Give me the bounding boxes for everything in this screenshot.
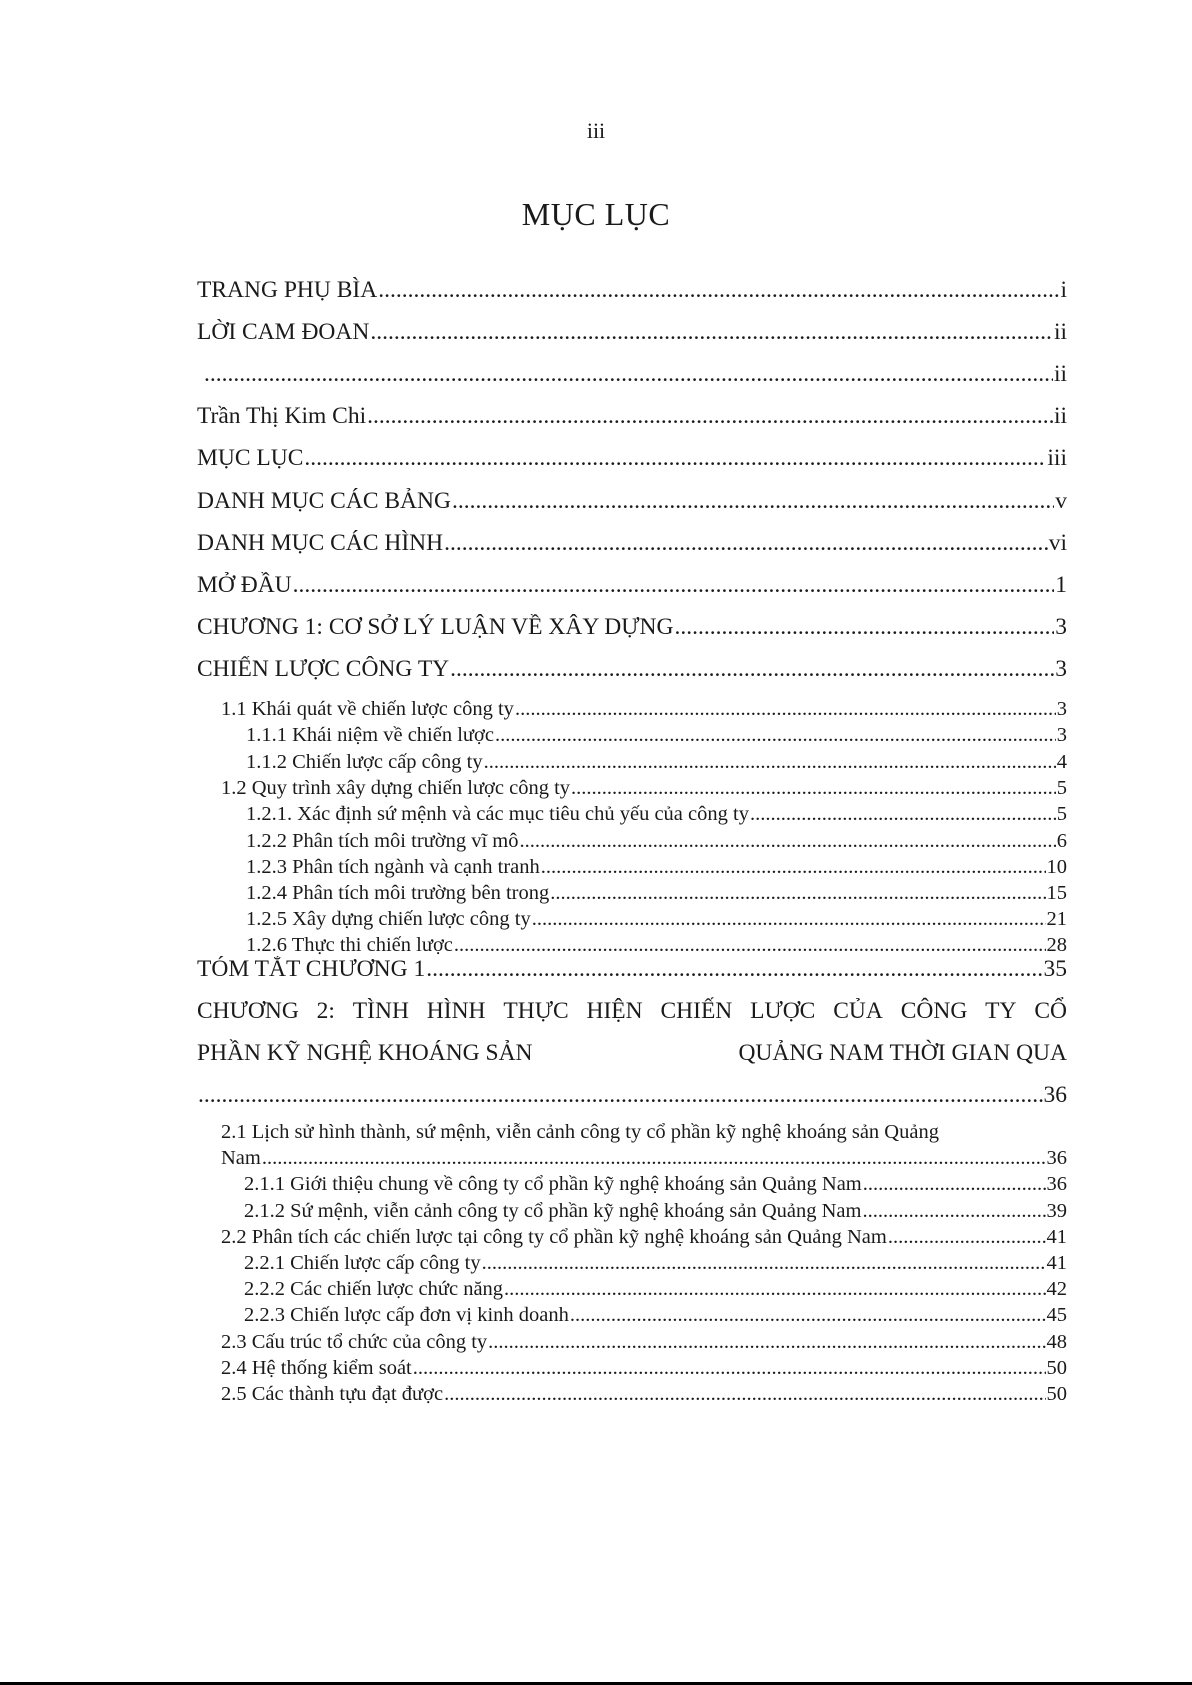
toc-entry[interactable] [197, 530, 1067, 557]
toc-entry-page: i [1060, 277, 1067, 303]
heading-word: CHIẾN [660, 998, 733, 1024]
toc-entry[interactable] [197, 403, 1067, 430]
toc-entry[interactable] [221, 1357, 1067, 1380]
toc-entry[interactable] [246, 934, 1067, 957]
toc-entry-label: 2.3 Cấu trúc tổ chức của công ty [221, 1331, 488, 1353]
toc-entry-label: 2.1.2 Sứ mệnh, viễn cảnh công ty cổ phần kỹ nghệ khoáng sản Quảng Nam [244, 1200, 862, 1222]
toc-entry-page: 5 [1056, 803, 1067, 825]
chapter-2-heading-line-2[interactable] [197, 1040, 1067, 1067]
toc-entry[interactable] [197, 956, 1067, 983]
toc-entry-label: 2.2 Phân tích các chiến lược tại công ty cổ phần kỹ nghệ khoáng sản Quảng Nam [221, 1226, 887, 1248]
page-number: iii [586, 118, 606, 143]
heading-word: TÌNH [352, 998, 409, 1024]
toc-entry-page: 3 [1056, 698, 1067, 720]
toc-entry-page: 36 [1043, 1082, 1067, 1108]
toc-entry-label: 1.2 Quy trình xây dựng chiến lược công ty [221, 777, 571, 799]
heading-word: THỰC [503, 998, 569, 1024]
toc-entry[interactable] [246, 803, 1067, 826]
toc-entry-page: 5 [1056, 777, 1067, 799]
toc-entry-label: CHƯƠNG 1: CƠ SỞ LÝ LUẬN VỀ XÂY DỰNG [197, 614, 674, 640]
heading-word: HIỆN [586, 998, 643, 1024]
toc-entry-page: 41 [1046, 1226, 1067, 1248]
toc-entry[interactable] [246, 830, 1067, 853]
heading-word: 2: [316, 998, 335, 1024]
toc-entry[interactable] [197, 445, 1067, 472]
toc-entry-page: 50 [1046, 1357, 1067, 1379]
toc-entry-page: ii [1053, 319, 1067, 345]
toc-entry[interactable] [246, 856, 1067, 879]
toc-entry-label: 1.1.2 Chiến lược cấp công ty [246, 751, 483, 773]
toc-entry[interactable] [221, 1331, 1067, 1354]
toc-entry-label: 2.1.1 Giới thiệu chung về công ty cổ phần kỹ nghệ khoáng sản Quảng Nam [244, 1173, 862, 1195]
toc-entry-page: 28 [1046, 934, 1067, 956]
toc-entry-page: 3 [1055, 614, 1067, 640]
heading-text-right: QUẢNG NAM THỜI GIAN QUA [738, 1040, 1067, 1066]
toc-entry[interactable] [244, 1304, 1067, 1327]
toc-entry-page: 6 [1056, 830, 1067, 852]
toc-entry[interactable] [203, 361, 1067, 388]
toc-entry[interactable] [221, 1147, 1067, 1170]
toc-entry-page: 3 [1055, 656, 1067, 682]
toc-entry-page: 39 [1046, 1200, 1067, 1222]
toc-entry-page: 35 [1043, 956, 1067, 982]
toc-entry-label: 2.2.3 Chiến lược cấp đơn vị kinh doanh [244, 1304, 569, 1326]
toc-entry[interactable] [197, 277, 1067, 304]
toc-entry-label: 2.2.2 Các chiến lược chức năng [244, 1278, 504, 1300]
toc-entry-label: 2.4 Hệ thống kiểm soát [221, 1357, 412, 1379]
toc-entry[interactable] [197, 488, 1067, 515]
toc-entry[interactable] [244, 1173, 1067, 1196]
toc-entry-label: 2.2.1 Chiến lược cấp công ty [244, 1252, 481, 1274]
toc-entry-page: 21 [1046, 908, 1067, 930]
toc-entry[interactable] [197, 614, 1067, 641]
toc-entry-page: 36 [1046, 1147, 1067, 1169]
toc-entry-page: 36 [1046, 1173, 1067, 1195]
heading-word: CỦA [833, 998, 883, 1024]
heading-word: HÌNH [426, 998, 486, 1024]
toc-entry-label: 1.2.3 Phân tích ngành và cạnh tranh [246, 856, 540, 878]
heading-word: CHƯƠNG [197, 998, 299, 1024]
toc-entry-label: DANH MỤC CÁC HÌNH [197, 530, 444, 556]
toc-entry-page: vi [1048, 530, 1067, 556]
toc-entry-page: ii [1053, 361, 1067, 387]
toc-entry-label-line[interactable]: 2.1 Lịch sử hình thành, sứ mệnh, viễn cảnh công ty cổ phần kỹ nghệ khoáng sản Quảng [221, 1121, 939, 1143]
toc-entry[interactable] [246, 724, 1067, 747]
toc-entry-page: 15 [1046, 882, 1067, 904]
toc-entry-page: 48 [1046, 1331, 1067, 1353]
toc-entry-label: 1.2.4 Phân tích môi trường bên trong [246, 882, 550, 904]
toc-entry[interactable] [244, 1200, 1067, 1223]
toc-entry-page: 42 [1046, 1278, 1067, 1300]
toc-entry[interactable] [197, 572, 1067, 599]
toc-entry-label: Trần Thị Kim Chi [197, 403, 367, 429]
toc-entry[interactable] [221, 777, 1067, 800]
page-title: MỤC LỤC [521, 196, 671, 232]
toc-entry[interactable] [197, 656, 1067, 683]
toc-entry-page: 45 [1046, 1304, 1067, 1326]
toc-entry-page: 41 [1046, 1252, 1067, 1274]
toc-entry[interactable] [244, 1278, 1067, 1301]
toc-entry-label: 1.2.6 Thực thi chiến lược [246, 934, 453, 956]
toc-entry-label: Nam [221, 1147, 261, 1169]
toc-entry-label: LỜI CAM ĐOAN [197, 319, 370, 345]
toc-entry-label: 1.2.5 Xây dựng chiến lược công ty [246, 908, 531, 930]
toc-entry-page: 10 [1046, 856, 1067, 878]
toc-entry-label: 1.1 Khái quát về chiến lược công ty [221, 698, 514, 720]
toc-entry-label: 2.5 Các thành tựu đạt được [221, 1383, 444, 1405]
heading-word: CÔNG [900, 998, 968, 1024]
toc-entry-label: TRANG PHỤ BÌA [197, 277, 378, 303]
heading-word: CỔ [1034, 998, 1067, 1024]
toc-entry-page: ii [1053, 403, 1067, 429]
toc-entry-label: MỤC LỤC [197, 445, 304, 471]
toc-entry[interactable] [246, 751, 1067, 774]
toc-entry-page: iii [1047, 445, 1067, 471]
heading-word: TY [985, 998, 1017, 1024]
toc-entry-page: 4 [1056, 751, 1067, 773]
toc-entry[interactable] [221, 1383, 1067, 1406]
toc-entry-label: 1.2.1. Xác định sứ mệnh và các mục tiêu chủ yếu của công ty [246, 803, 749, 825]
toc-entry-page: 3 [1056, 724, 1067, 746]
toc-entry-label: 1.1.1 Khái niệm về chiến lược [246, 724, 494, 746]
toc-entry-label: TÓM TẮT CHƯƠNG 1 [197, 956, 426, 982]
heading-text-left: PHẦN KỸ NGHỆ KHOÁNG SẢN [197, 1040, 533, 1066]
toc-entry-label: CHIẾN LƯỢC CÔNG TY [197, 656, 450, 682]
chapter-2-heading-line-1[interactable] [197, 998, 1067, 1025]
toc-entry[interactable] [197, 319, 1067, 346]
toc-entry-label: DANH MỤC CÁC BẢNG [197, 488, 451, 514]
toc-entry-label: MỞ ĐẦU [197, 572, 292, 598]
toc-entry[interactable] [221, 1226, 1067, 1249]
toc-entry[interactable] [197, 1082, 1067, 1109]
toc-entry-page: 1 [1055, 572, 1067, 598]
toc-entry-page: 50 [1046, 1383, 1067, 1405]
toc-entry[interactable] [246, 882, 1067, 905]
toc-entry-label: 1.2.2 Phân tích môi trường vĩ mô [246, 830, 519, 852]
toc-entry[interactable] [244, 1252, 1067, 1275]
toc-entry[interactable] [246, 908, 1067, 931]
heading-word: LƯỢC [750, 998, 816, 1024]
toc-entry-page: v [1055, 488, 1067, 514]
toc-entry[interactable] [221, 698, 1067, 721]
